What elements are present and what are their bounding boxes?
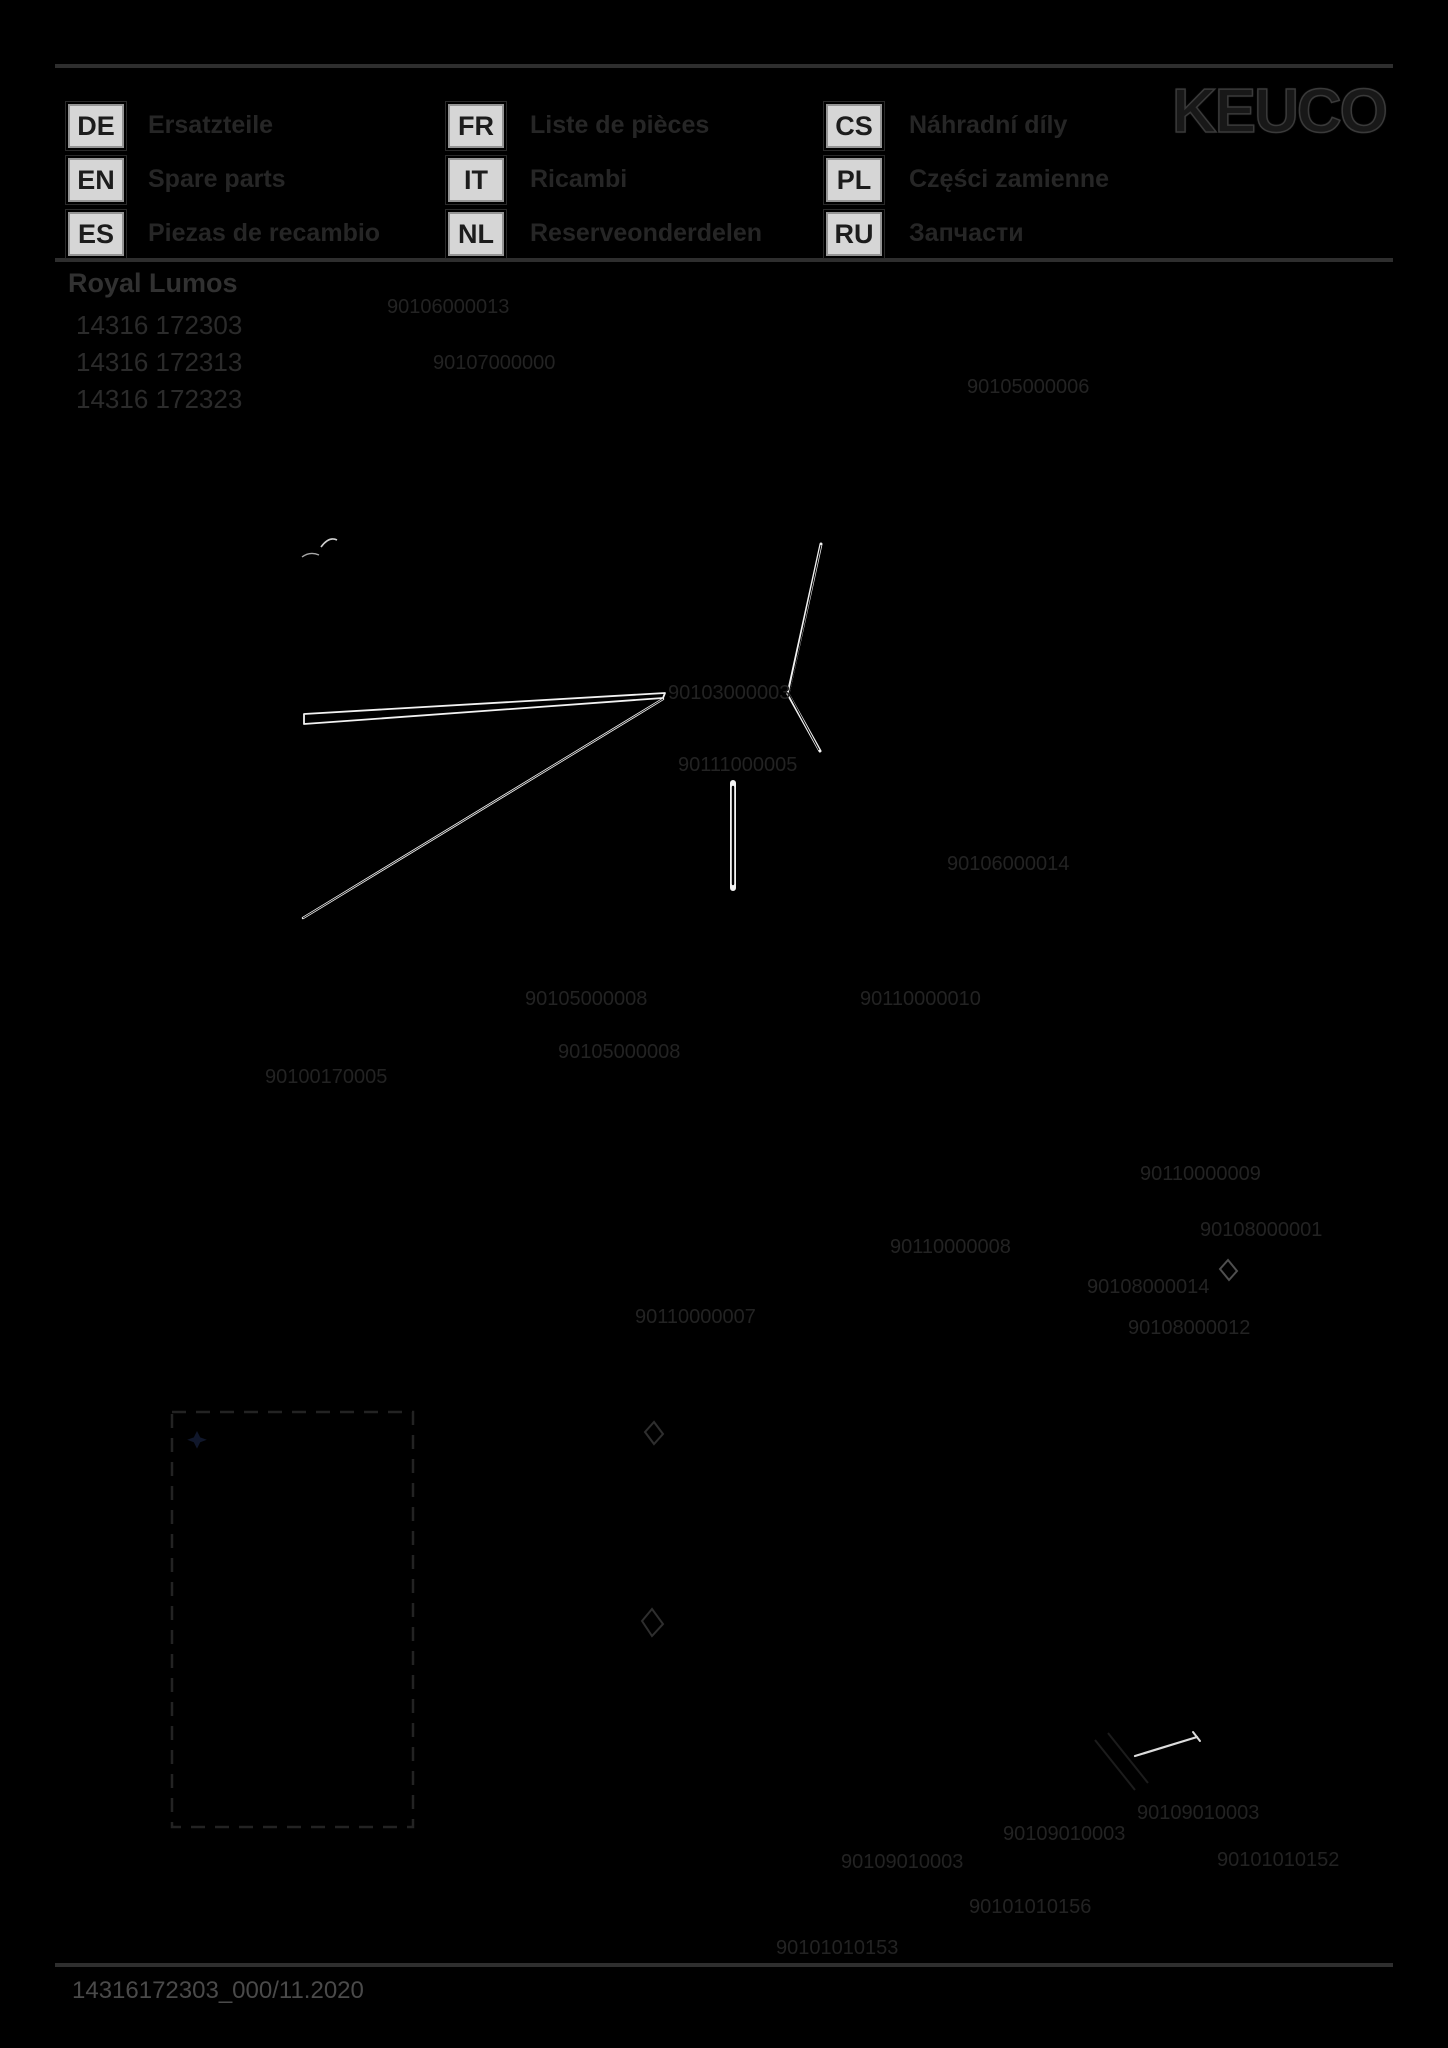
lang-badge-es: ES	[68, 212, 124, 256]
lang-badge-en: EN	[68, 158, 124, 202]
detail-area-dashed-box	[172, 1412, 413, 1827]
clip-icon	[642, 1609, 663, 1636]
bent-profile-line	[788, 544, 821, 751]
document-id: 14316172303_000/11.2020	[72, 1977, 364, 2004]
lang-badge-de: DE	[68, 104, 124, 148]
lang-label-pl: Części zamienne	[909, 165, 1110, 193]
lang-badge-fr: FR	[448, 104, 504, 148]
part-label: 90105000008	[525, 988, 648, 1010]
keuco-logo: KEUCO	[1172, 77, 1386, 146]
part-label: 90101010153	[776, 1937, 899, 1959]
part-label: 90108000014	[1087, 1276, 1210, 1298]
part-label: 90105000008	[558, 1041, 681, 1063]
clip-icon	[1220, 1260, 1237, 1280]
part-label: 90105000006	[967, 376, 1090, 398]
diagram-arc-icon	[321, 539, 337, 547]
product-code: 14316 172323	[76, 384, 243, 414]
lang-badge-cs: CS	[826, 104, 882, 148]
lang-label-it: Ricambi	[530, 165, 628, 193]
screw-icon	[1135, 1737, 1197, 1756]
screw-shadow-lines	[1095, 1733, 1148, 1790]
part-label: 90110000009	[1140, 1163, 1261, 1185]
part-label: 90106000014	[947, 853, 1070, 875]
clip-icon	[645, 1422, 663, 1444]
part-label: 90107000000	[433, 352, 556, 374]
product-code: 14316 172313	[76, 347, 243, 377]
wedge-part-outline	[304, 693, 665, 724]
part-label: 90109010003	[1003, 1823, 1126, 1845]
part-label: 90106000013	[387, 296, 510, 318]
part-label: 90110000007	[635, 1306, 756, 1328]
diagram-arc-icon	[302, 553, 319, 557]
product-name: Royal Lumos	[68, 268, 238, 298]
lang-badge-it: IT	[448, 158, 504, 202]
screw-head-icon	[1193, 1732, 1200, 1741]
lang-label-es: Piezas de recambio	[148, 219, 381, 247]
lang-label-cs: Náhradní díly	[909, 111, 1068, 139]
lang-label-fr: Liste de pièces	[530, 111, 710, 139]
lang-label-ru: Запчасти	[909, 219, 1024, 247]
sparkle-marker-icon	[187, 1431, 207, 1449]
part-label: 90108000001	[1200, 1219, 1323, 1241]
part-label: 90103000003	[668, 682, 791, 704]
part-label: 90109010003	[1137, 1802, 1260, 1824]
product-code: 14316 172303	[76, 310, 243, 340]
lang-label-nl: Reserveonderdelen	[530, 219, 763, 247]
diagonal-leader-core	[303, 699, 663, 918]
lang-badge-nl: NL	[448, 212, 504, 256]
part-label: 90101010156	[969, 1896, 1092, 1918]
part-label: 90110000008	[890, 1236, 1011, 1258]
lang-label-en: Spare parts	[148, 165, 286, 193]
part-label: 90101010152	[1217, 1849, 1340, 1871]
lang-badge-pl: PL	[826, 158, 882, 202]
lang-label-de: Ersatzteile	[148, 111, 274, 139]
part-label: 90100170005	[265, 1066, 388, 1088]
part-label: 90111000005	[678, 754, 798, 776]
part-label: 90110000010	[860, 988, 981, 1010]
bent-profile-core	[789, 545, 821, 750]
part-label: 90108000012	[1128, 1317, 1251, 1339]
lang-badge-ru: RU	[826, 212, 882, 256]
part-label: 90109010003	[841, 1851, 964, 1873]
